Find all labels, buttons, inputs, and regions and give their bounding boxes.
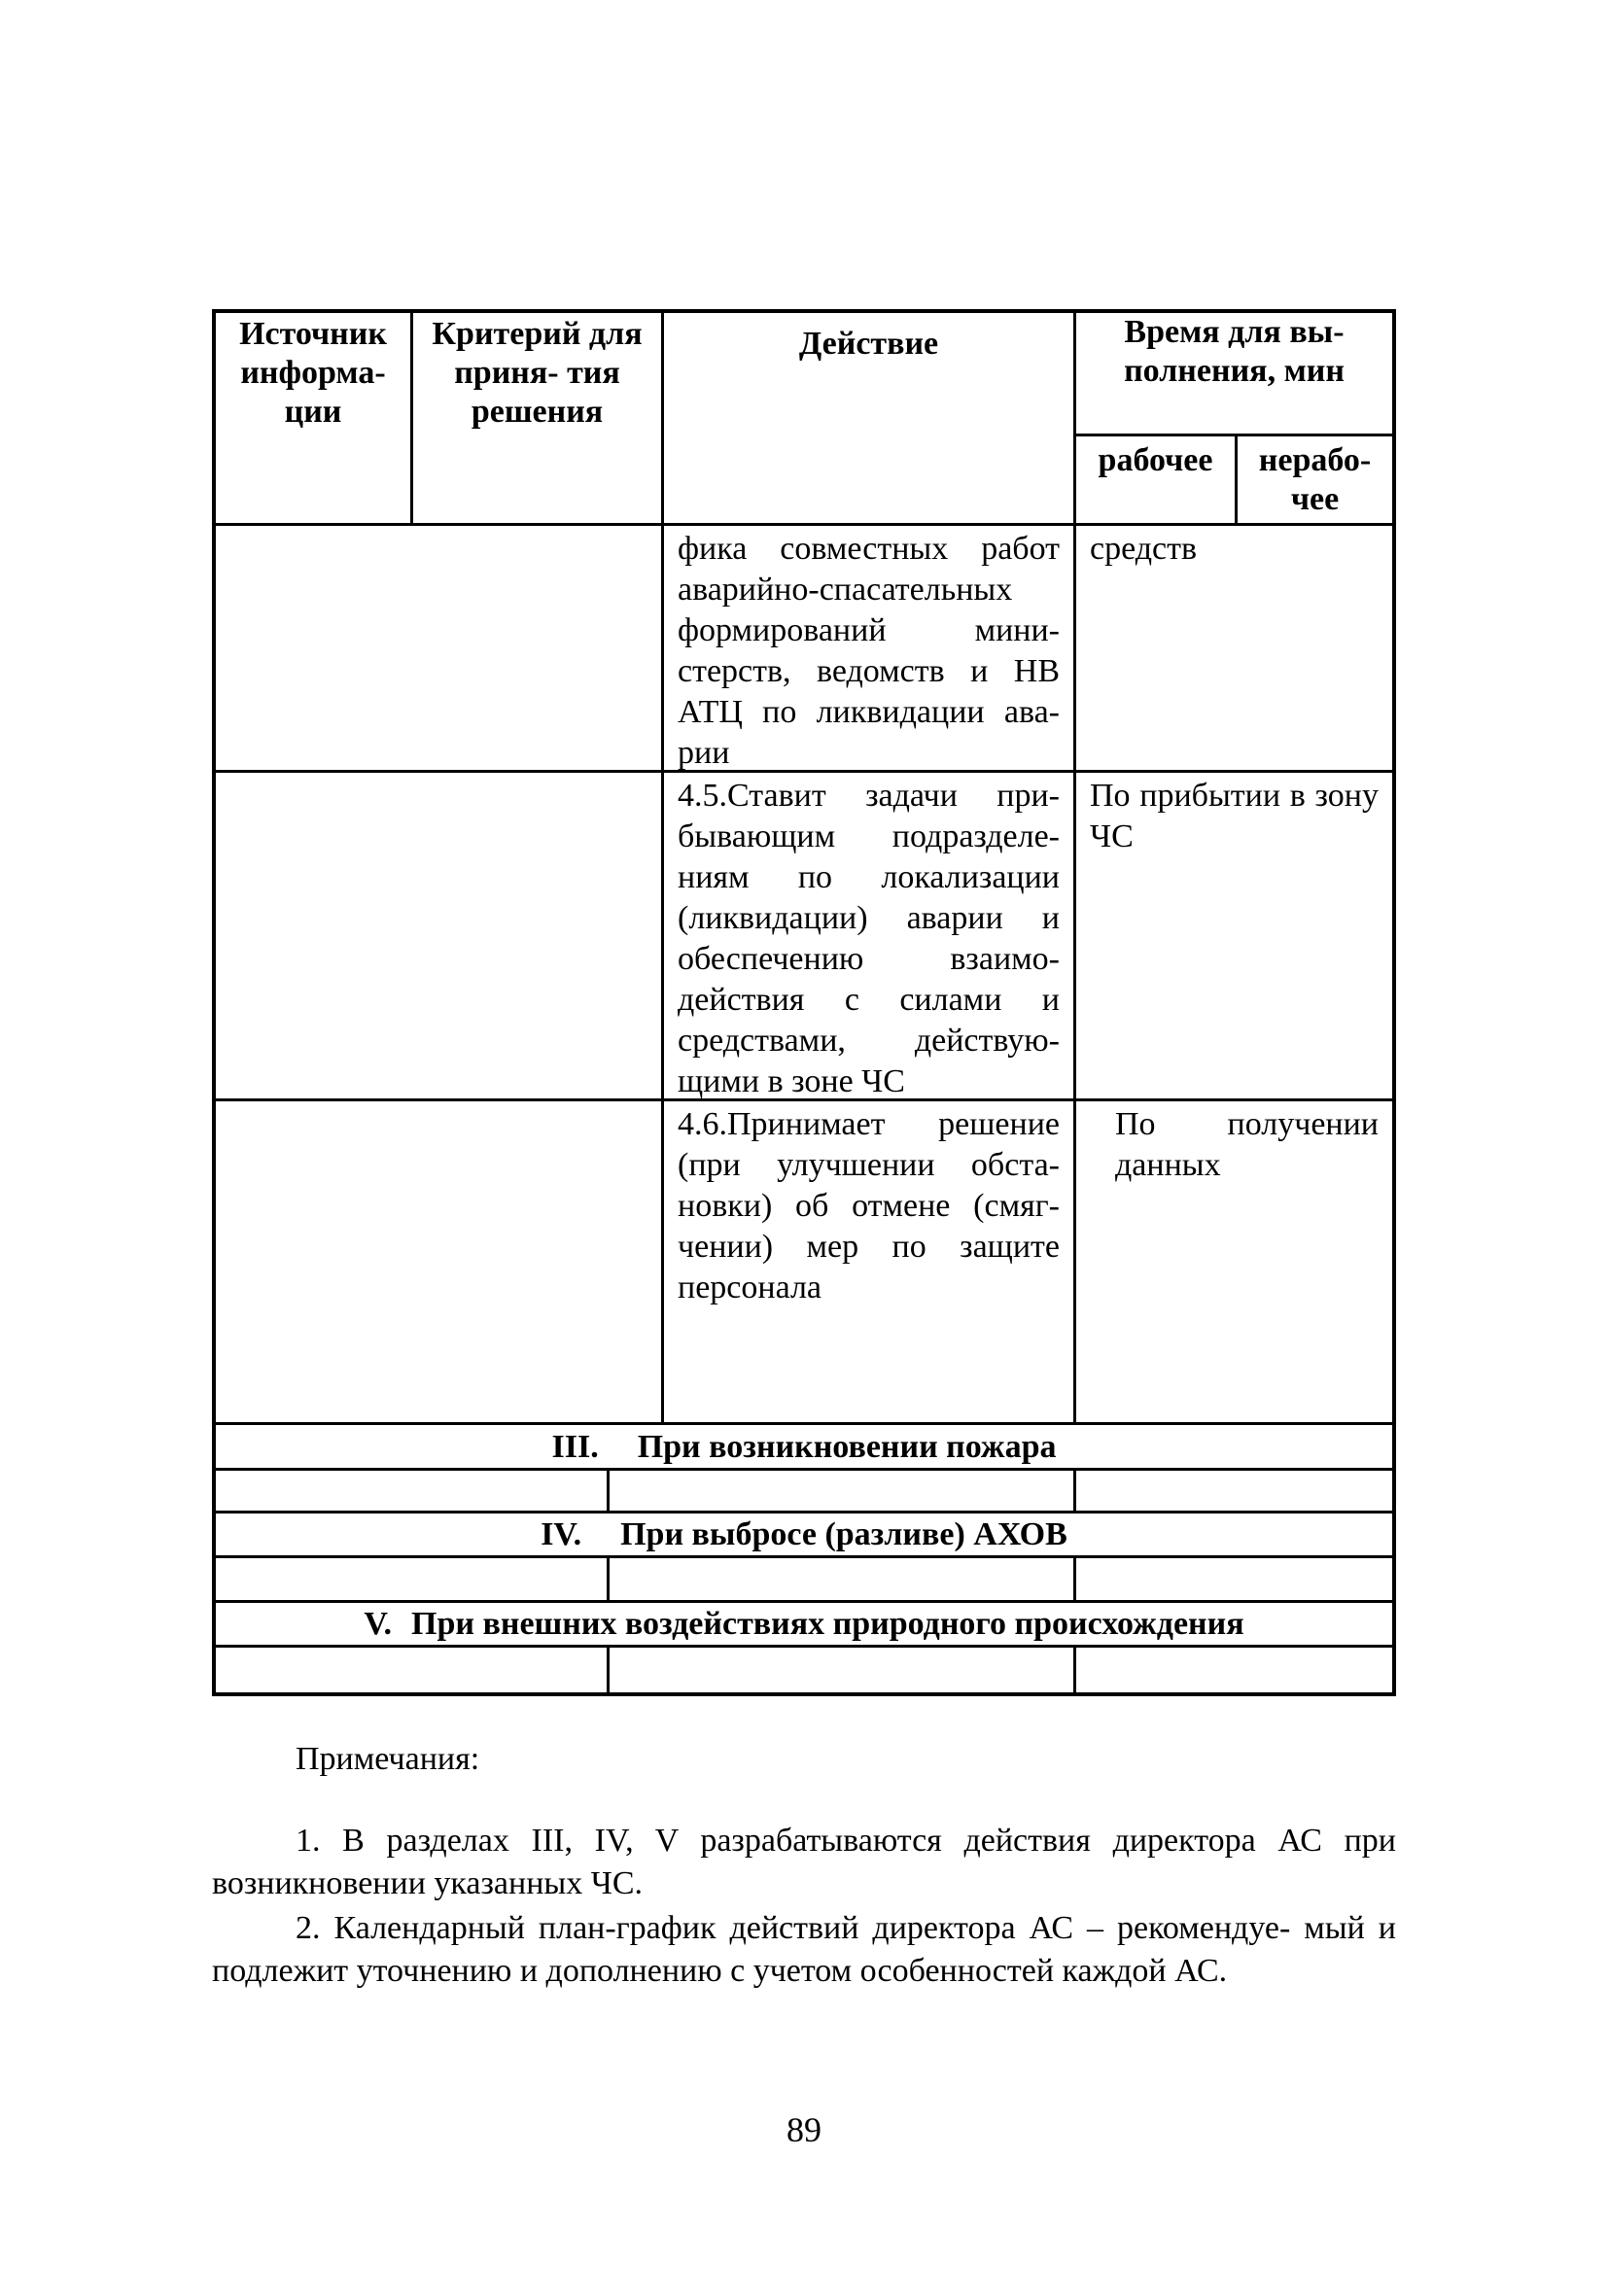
section-heading <box>216 1604 1392 1645</box>
section-title: При внешних воздействиях природного происхождения <box>411 1606 1244 1642</box>
action-cell: фика совместных работ аварийно-спасательных формирований мини- стерств, ведомств и НВ АТЦ по ликвидации ава- рии <box>678 531 1060 771</box>
action-schedule-table <box>212 309 1396 1696</box>
header-nonworking: нерабо- чее <box>1258 442 1372 517</box>
time-cell: средств <box>1090 531 1198 567</box>
section-title: При возникновении пожара <box>637 1429 1057 1465</box>
notes-heading: Примечания: <box>296 1741 480 1777</box>
action-cell: 4.5.Ставит задачи при- бывающим подразделе- ниям по локализации (ликвидации) аварии и обеспечению взаимо- действия с силами и средствами, действую- щими в зоне ЧС <box>678 778 1060 1099</box>
section-heading <box>216 1514 1392 1555</box>
section-number: IV. <box>541 1516 582 1552</box>
section-number: V. <box>364 1606 393 1642</box>
time-cell: По прибытии в зону ЧС <box>1090 778 1379 854</box>
header-criterion: Критерий для приня- тия решения <box>432 316 643 430</box>
header-source: Источник информа- ции <box>239 316 387 430</box>
section-number: III. <box>551 1429 599 1465</box>
section-heading <box>216 1427 1392 1468</box>
header-working: рабочее <box>1098 442 1213 478</box>
header-action: Действие <box>798 326 939 362</box>
page-number: 89 <box>787 2110 821 2149</box>
header-time: Время для вы- полнения, мин <box>1124 314 1345 389</box>
note-item: 1. В разделах III, IV, V разрабатываются действия директора АС при возникновении указанных ЧС. <box>212 1823 1396 1901</box>
time-cell: По получении данных <box>1115 1106 1379 1183</box>
section-title: При выбросе (разливе) АХОВ <box>620 1516 1067 1552</box>
action-cell: 4.6.Принимает решение (при улучшении обста- новки) об отмене (смяг- чении) мер по защите персонала <box>678 1106 1060 1305</box>
note-item: 2. Календарный план-график действий директора АС – рекомендуе- мый и подлежит уточнению и дополнению с учетом особенностей каждой АС. <box>212 1910 1396 1989</box>
